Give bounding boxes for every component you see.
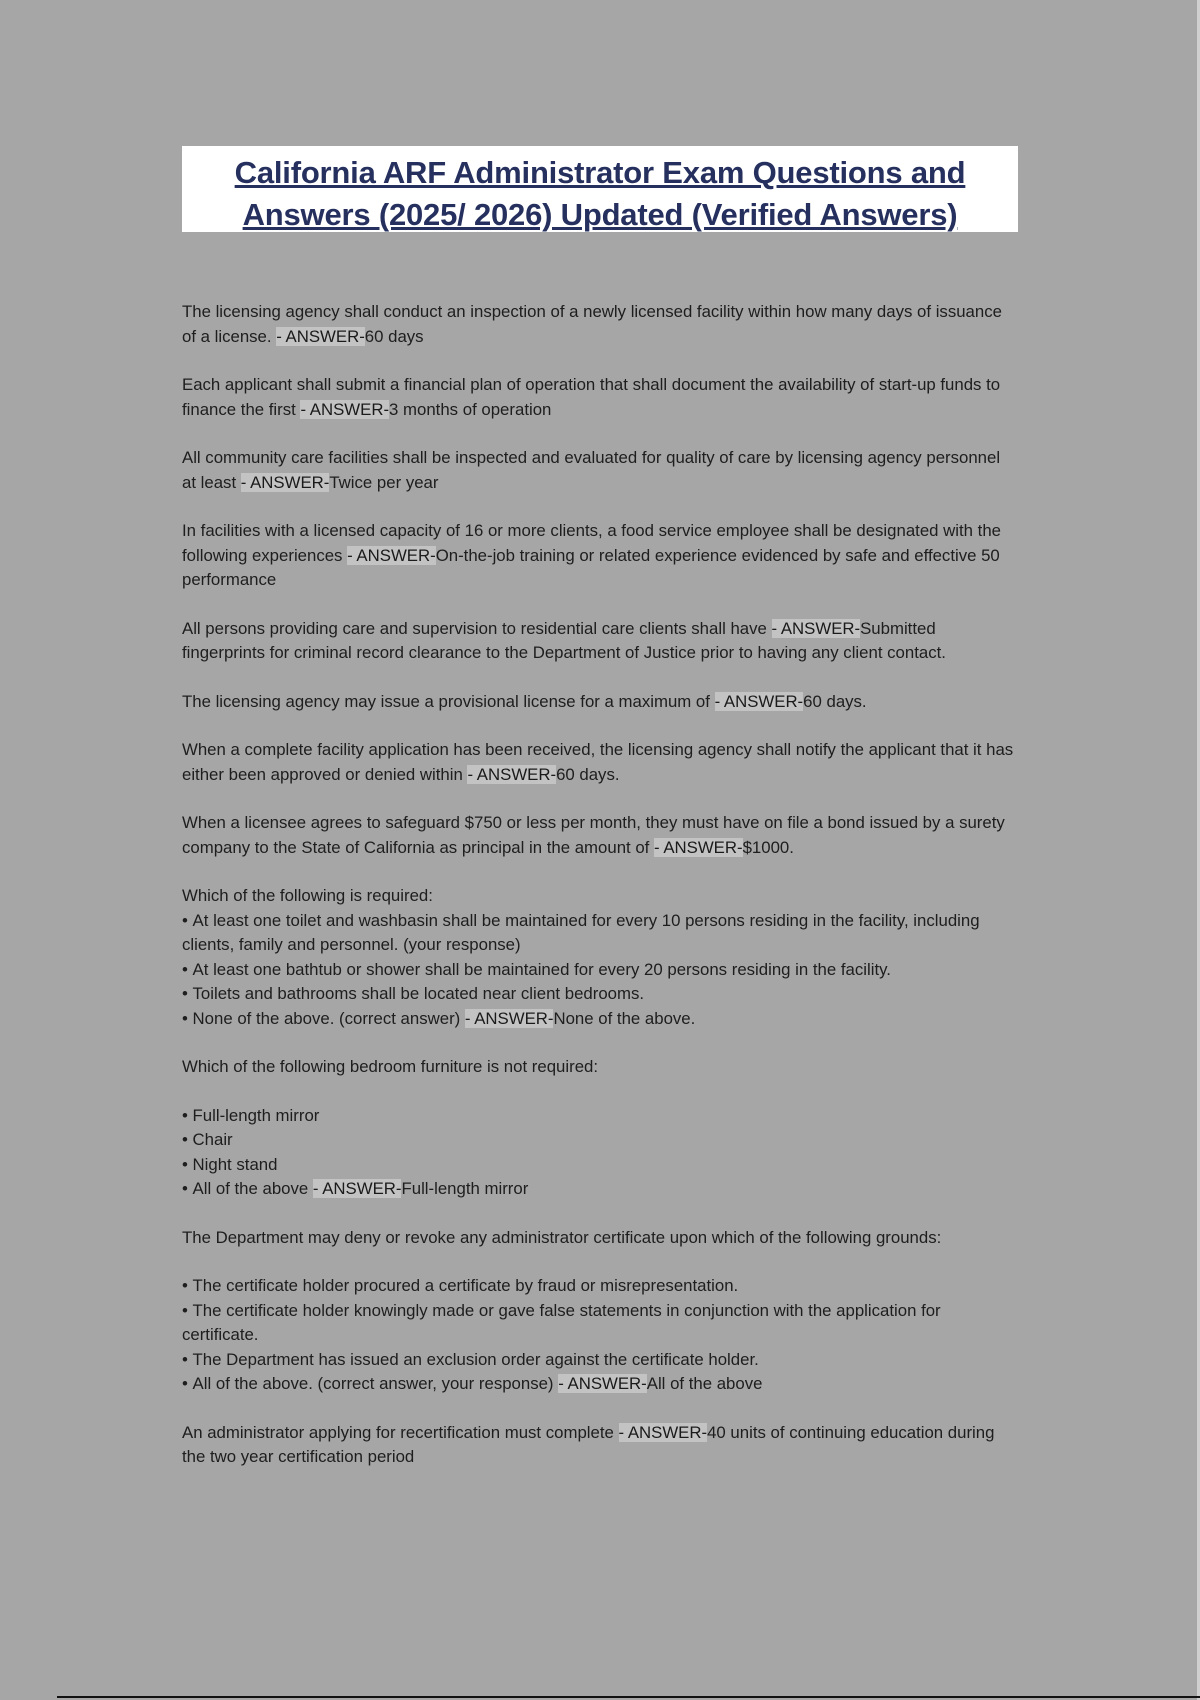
spacer [182,1080,1018,1104]
qa-item-multiple-choice [182,1226,1018,1397]
title-banner [182,146,1018,232]
answer-text: Twice per year [329,472,439,492]
answer-marker: - ANSWER- [240,472,330,492]
option-text: None of the above. (correct answer) [192,1008,465,1028]
option-list [182,909,1018,1032]
answer-marker: - ANSWER- [558,1374,647,1393]
question-text: The licensing agency shall conduct an inspection of a newly licensed facility within how many days of issuance of a license. [182,302,1002,346]
answer-marker: - ANSWER- [714,691,804,711]
question-text: An administrator applying for recertification must complete [182,1422,619,1442]
qa-content [182,300,1018,1494]
question-text: Which of the following is required: [182,886,433,905]
answer-text: Full-length mirror [401,1179,529,1198]
option-item-last [182,1372,1018,1397]
answer-text: None of the above. [553,1008,696,1028]
bottom-rule [57,1696,1200,1698]
option-item-last [182,1177,1018,1202]
question-text: All persons providing care and supervision to residential care clients shall have [182,618,772,638]
option-item: • Toilets and bathrooms shall be located near client bedrooms. [182,982,1018,1007]
answer-text: 60 days. [803,691,867,711]
answer-text: 40 units of continuing education during the two year certification period [182,1422,995,1466]
answer-marker: - ANSWER- [618,1422,708,1442]
qa-item [182,373,1018,422]
option-item: • Chair [182,1128,1018,1153]
question-text: The licensing agency may issue a provisional license for a maximum of [182,691,715,711]
question-text: Which of the following bedroom furniture is not required: [182,1057,599,1076]
qa-item [182,446,1018,495]
option-item-last [182,1007,1018,1032]
qa-item-multiple-choice [182,884,1018,1031]
qa-item [182,519,1018,593]
qa-item [182,690,1018,715]
qa-item [182,300,1018,349]
answer-marker: - ANSWER- [347,545,436,565]
question-text: In facilities with a licensed capacity of 16 or more clients, a food service employee shall be designated with the following experiences [182,521,1001,565]
qa-item [182,617,1018,666]
option-text: All of the above [192,1179,313,1198]
answer-marker: - ANSWER- [654,837,743,857]
answer-marker: - ANSWER- [312,1179,402,1198]
question-text: Each applicant shall submit a financial plan of operation that shall document the availability of start-up funds to finance the first [182,375,1001,419]
spacer [182,1250,1018,1274]
answer-text: All of the above [646,1374,763,1393]
option-item: • The certificate holder knowingly made or gave false statements in conjunction with the application for certificate. [182,1299,1018,1348]
title-line-1: California ARF Administrator Exam Questions and [234,155,966,190]
question-text: When a licensee agrees to safeguard $750 or less per month, they must have on file a bond issued by a surety company to the State of California as principal in the amount of [182,813,1005,857]
option-item: • Full-length mirror [182,1104,1018,1129]
answer-text: Submitted fingerprints for criminal record clearance to the Department of Justice prior to having any client contact. [182,618,946,662]
option-text: All of the above. (correct answer, your response) [192,1374,559,1393]
option-list [182,1104,1018,1202]
answer-text: 60 days [364,326,424,346]
option-item: • Night stand [182,1153,1018,1178]
answer-marker: - ANSWER- [464,1008,554,1028]
answer-marker: - ANSWER- [276,326,365,346]
answer-text: On-the-job training or related experience evidenced by safe and effective 50 performance [182,545,1000,589]
answer-text: 3 months of operation [389,399,552,419]
option-item: • The Department has issued an exclusion order against the certificate holder. [182,1348,1018,1373]
question-text: All community care facilities shall be inspected and evaluated for quality of care by licensing agency personnel at least [182,448,1001,492]
qa-item [182,1421,1018,1470]
option-item: • At least one toilet and washbasin shall be maintained for every 10 persons residing in the facility, including clients, family and personnel. (your response) [182,909,1018,958]
answer-marker: - ANSWER- [300,399,390,419]
answer-text: $1000. [742,837,794,857]
qa-item [182,738,1018,787]
answer-text: 60 days. [556,764,620,784]
option-item: • At least one bathtub or shower shall be maintained for every 20 persons residing in the facility. [182,958,1018,983]
qa-item [182,811,1018,860]
question-text: When a complete facility application has been received, the licensing agency shall notify the applicant that it has either been approved or denied within [182,740,1014,784]
answer-marker: - ANSWER- [771,618,861,638]
title-line-2: Answers (2025/ 2026) Updated (Verified Answers) [242,197,958,232]
qa-item-multiple-choice [182,1055,1018,1202]
question-text: The Department may deny or revoke any administrator certificate upon which of the following grounds: [182,1227,942,1247]
answer-marker: - ANSWER- [467,764,557,784]
option-list [182,1274,1018,1397]
option-item: • The certificate holder procured a certificate by fraud or misrepresentation. [182,1274,1018,1299]
